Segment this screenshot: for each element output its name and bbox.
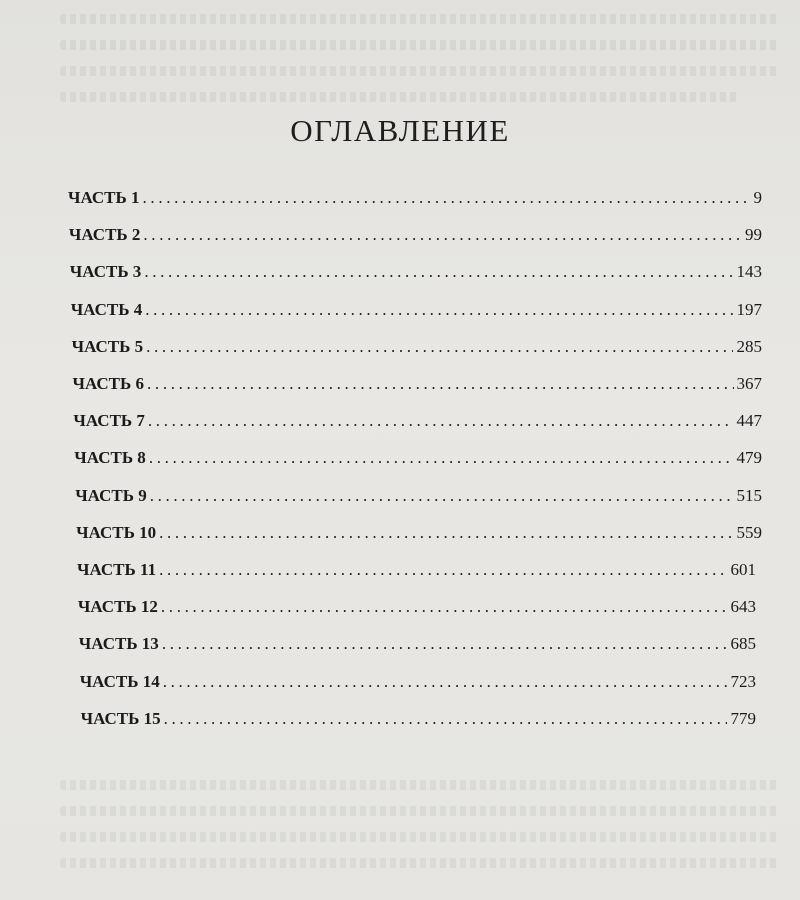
toc-dot-leader (149, 448, 734, 468)
bleed-through-text (60, 92, 740, 102)
toc-dot-leader (163, 672, 728, 692)
toc-dot-leader (146, 337, 733, 357)
bleed-through-text (60, 832, 780, 842)
toc-entry (70, 252, 762, 282)
toc-entry-page-number: 723 (730, 671, 756, 691)
toc-entry-label: ЧАСТЬ 5 (71, 336, 144, 356)
toc-entry-page-number: 515 (736, 485, 762, 505)
toc-entry-page-number: 685 (730, 634, 756, 654)
toc-dot-leader (159, 523, 733, 543)
toc-entry-label: ЧАСТЬ 11 (77, 560, 157, 579)
toc-entry (72, 327, 762, 357)
toc-dot-leader (147, 374, 733, 394)
toc-entry-page-number: 447 (736, 411, 762, 431)
toc-entry-label: ЧАСТЬ 10 (76, 522, 157, 542)
toc-dot-leader (145, 300, 733, 320)
toc-entry-page-number: 601 (730, 560, 756, 579)
toc-entry-label: ЧАСТЬ 8 (74, 448, 146, 468)
toc-entry (74, 438, 762, 468)
toc-entry (73, 401, 762, 431)
toc-entry-page-number: 779 (730, 708, 756, 728)
toc-entry-page-number: 643 (730, 597, 756, 617)
toc-dot-leader (161, 597, 728, 617)
toc-entry-page-number: 9 (753, 188, 762, 207)
toc-dot-leader (162, 634, 728, 654)
toc-entry (73, 364, 763, 394)
toc-dot-leader (143, 225, 742, 245)
toc-entry-label: ЧАСТЬ 12 (77, 597, 158, 617)
bleed-through-text (60, 14, 780, 24)
toc-entry-label: ЧАСТЬ 6 (72, 374, 145, 393)
toc-entry-label: ЧАСТЬ 15 (80, 708, 161, 728)
toc-entry (68, 178, 762, 208)
toc-dot-leader (164, 709, 728, 729)
bleed-through-text (60, 806, 780, 816)
toc-dot-leader (144, 262, 733, 282)
toc-entry-label: ЧАСТЬ 13 (78, 634, 159, 654)
toc-entry-label: ЧАСТЬ 9 (75, 485, 147, 505)
toc-entry (76, 513, 762, 543)
toc-dot-leader (143, 188, 751, 208)
toc-entry-page-number: 99 (744, 225, 762, 245)
toc-entry (81, 699, 756, 729)
bleed-through-text (60, 66, 780, 76)
toc-entry-page-number: 559 (736, 522, 762, 542)
toc-entry-page-number: 143 (736, 262, 762, 282)
bleed-through-text (60, 780, 780, 790)
bleed-through-text (60, 40, 780, 50)
toc-entry-label: ЧАСТЬ 3 (69, 262, 142, 282)
toc-entry-page-number: 479 (736, 448, 762, 468)
toc-entry-page-number: 197 (736, 299, 762, 319)
toc-entry (79, 624, 756, 654)
toc-entry (71, 290, 762, 320)
toc-entry (80, 662, 756, 692)
toc-entry-label: ЧАСТЬ 4 (70, 299, 143, 319)
toc-entry (78, 587, 756, 617)
toc-entry-label: ЧАСТЬ 1 (68, 188, 140, 207)
toc-entry (77, 550, 756, 580)
bleed-through-text (60, 858, 780, 868)
toc-dot-leader (150, 486, 734, 506)
toc-dot-leader (148, 411, 734, 431)
toc-dot-leader (159, 560, 727, 580)
toc-title: ОГЛАВЛЕНИЕ (290, 113, 510, 148)
toc-entry-label: ЧАСТЬ 14 (79, 671, 160, 691)
toc-entry-page-number: 285 (736, 336, 762, 356)
toc-entry (75, 476, 762, 506)
toc-entry-label: ЧАСТЬ 7 (73, 411, 145, 431)
toc-entry (69, 215, 762, 245)
toc-entry-page-number: 367 (736, 374, 762, 393)
toc-entry-label: ЧАСТЬ 2 (68, 225, 141, 245)
